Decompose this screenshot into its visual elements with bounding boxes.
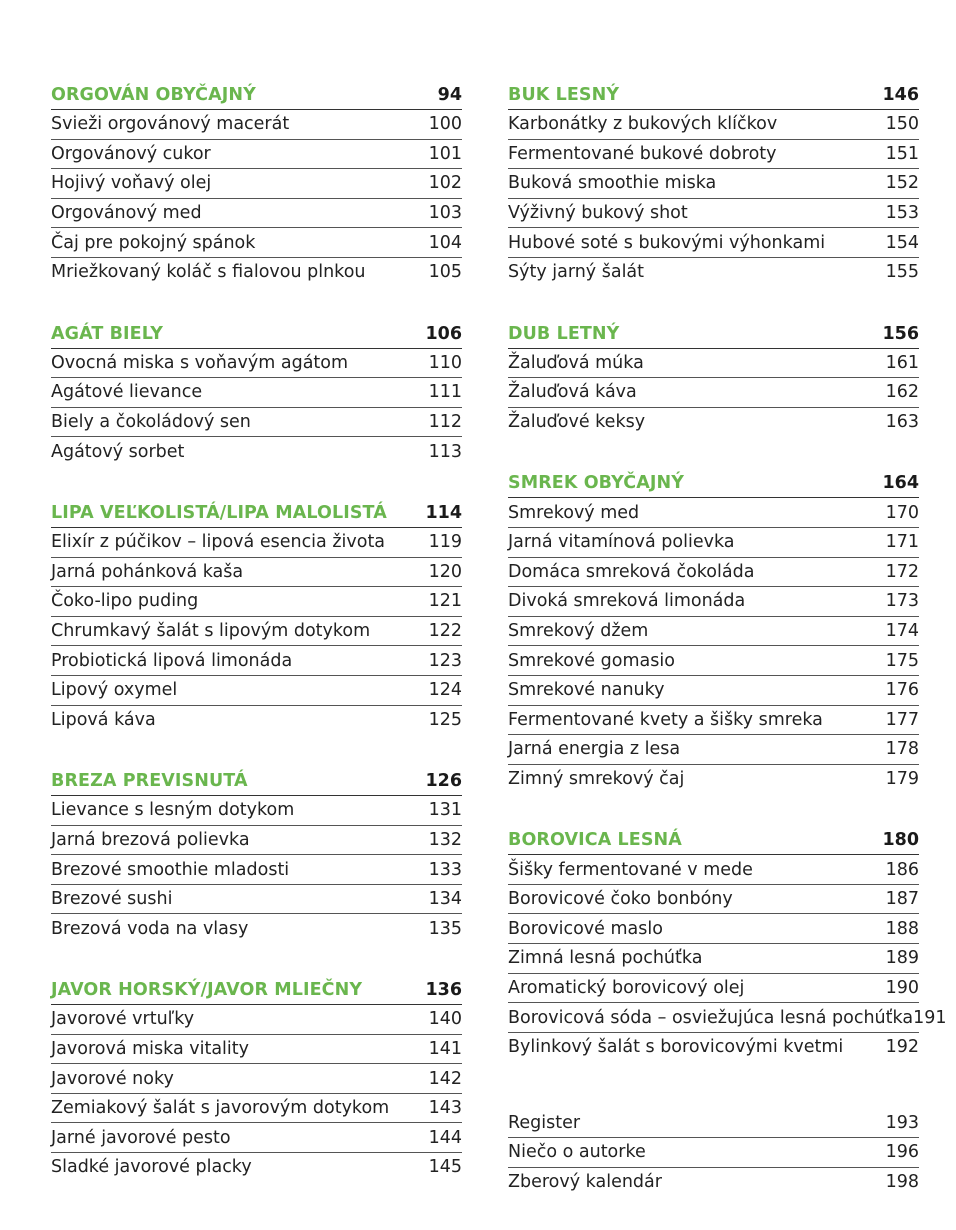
entry-page-number: 186 bbox=[885, 859, 919, 880]
toc-entry bbox=[508, 617, 919, 647]
entry-title: Zimná lesná pochúťka bbox=[508, 948, 703, 969]
toc-section bbox=[51, 81, 462, 287]
entry-title: Žaluďová múka bbox=[508, 352, 644, 373]
entry-title: Smrekový džem bbox=[508, 621, 649, 642]
toc-entry bbox=[508, 855, 919, 885]
toc-entry bbox=[51, 378, 462, 408]
entry-title: Karbonátky z bukových klíčkov bbox=[508, 114, 778, 135]
toc-right-column bbox=[508, 81, 947, 1196]
entry-page-number: 187 bbox=[885, 889, 919, 910]
entry-title: Orgovánový med bbox=[51, 203, 202, 224]
entry-title: Agátové lievance bbox=[51, 382, 203, 403]
toc-entry bbox=[51, 349, 462, 379]
section-page-number: 94 bbox=[437, 85, 462, 105]
toc-entry bbox=[51, 826, 462, 856]
entry-title: Jarná energia z lesa bbox=[508, 739, 681, 760]
entry-title: Fermentované kvety a šišky smreka bbox=[508, 709, 823, 730]
entry-page-number: 104 bbox=[428, 232, 462, 253]
entry-page-number: 121 bbox=[428, 591, 462, 612]
entry-title: Šišky fermentované v mede bbox=[508, 859, 753, 880]
toc-entry bbox=[51, 914, 462, 943]
entry-page-number: 151 bbox=[885, 143, 919, 164]
toc-entry bbox=[508, 944, 919, 974]
entry-title: Orgovánový cukor bbox=[51, 143, 211, 164]
entry-page-number: 175 bbox=[885, 650, 919, 671]
toc-section bbox=[51, 976, 462, 1182]
entry-page-number: 154 bbox=[885, 232, 919, 253]
entry-page-number: 140 bbox=[428, 1009, 462, 1030]
entry-title: Buková smoothie miska bbox=[508, 173, 717, 194]
entry-title: Brezové smoothie mladosti bbox=[51, 859, 290, 880]
entry-page-number: 193 bbox=[885, 1112, 919, 1133]
entry-page-number: 155 bbox=[885, 262, 919, 283]
toc-entry bbox=[508, 885, 919, 915]
entry-title: Žaluďová káva bbox=[508, 382, 637, 403]
toc-entry bbox=[508, 1033, 919, 1062]
entry-title: Agátový sorbet bbox=[51, 441, 185, 462]
toc-entry bbox=[508, 587, 919, 617]
toc-entry bbox=[508, 349, 919, 379]
toc-entry bbox=[51, 199, 462, 229]
entry-page-number: 134 bbox=[428, 889, 462, 910]
entry-title: Lipová káva bbox=[51, 709, 156, 730]
section-gap bbox=[51, 734, 462, 767]
entry-title: Borovicová sóda – osviežujúca lesná pochúťka bbox=[508, 1007, 914, 1028]
toc-section bbox=[51, 767, 462, 943]
toc-entry bbox=[51, 706, 462, 735]
toc-entry bbox=[51, 885, 462, 915]
entry-title: Lipový oxymel bbox=[51, 680, 178, 701]
entry-page-number: 125 bbox=[428, 709, 462, 730]
entry-page-number: 122 bbox=[428, 621, 462, 642]
entry-title: Zimný smrekový čaj bbox=[508, 768, 685, 789]
toc-entry bbox=[508, 1138, 919, 1168]
toc-entry bbox=[51, 258, 462, 287]
section-page-number: 180 bbox=[882, 830, 919, 851]
entry-title: Biely a čokoládový sen bbox=[51, 412, 251, 433]
entry-title: Sladké javorové placky bbox=[51, 1157, 252, 1178]
section-title: DUB LETNÝ bbox=[508, 323, 620, 344]
section-header bbox=[51, 320, 462, 349]
entry-title: Smrekové gomasio bbox=[508, 650, 675, 671]
entry-page-number: 188 bbox=[885, 918, 919, 939]
section-header bbox=[51, 767, 462, 796]
entry-title: Svieži orgovánový macerát bbox=[51, 114, 290, 135]
entry-title: Jarná pohánková kaša bbox=[51, 561, 244, 582]
toc-entry bbox=[508, 1168, 919, 1197]
toc-entry bbox=[51, 140, 462, 170]
section-page-number: 126 bbox=[425, 771, 462, 792]
entry-page-number: 172 bbox=[885, 561, 919, 582]
toc-entry bbox=[51, 558, 462, 588]
entry-title: Sýty jarný šalát bbox=[508, 262, 645, 283]
toc-entry bbox=[51, 1153, 462, 1182]
entry-page-number: 132 bbox=[428, 829, 462, 850]
toc-entry bbox=[51, 855, 462, 885]
entry-page-number: 123 bbox=[428, 650, 462, 671]
toc-entry bbox=[51, 676, 462, 706]
toc-entry bbox=[51, 796, 462, 826]
entry-title: Fermentované bukové dobroty bbox=[508, 143, 777, 164]
toc-entry bbox=[508, 528, 919, 558]
section-page-number: 114 bbox=[425, 502, 462, 523]
toc-entry bbox=[508, 706, 919, 736]
entry-title: Hubové soté s bukovými výhonkami bbox=[508, 232, 826, 253]
section-gap bbox=[51, 466, 462, 499]
entry-page-number: 112 bbox=[428, 412, 462, 433]
entry-title: Jarná brezová polievka bbox=[51, 829, 250, 850]
entry-page-number: 152 bbox=[885, 173, 919, 194]
section-gap bbox=[51, 287, 462, 320]
entry-page-number: 133 bbox=[428, 859, 462, 880]
toc-entry bbox=[51, 408, 462, 438]
entry-page-number: 124 bbox=[428, 680, 462, 701]
entry-title: Výživný bukový shot bbox=[508, 203, 688, 224]
entry-page-number: 113 bbox=[428, 441, 462, 462]
toc-section bbox=[51, 499, 462, 734]
section-header bbox=[508, 469, 919, 498]
entry-title: Žaluďové keksy bbox=[508, 412, 646, 433]
entry-page-number: 103 bbox=[428, 203, 462, 224]
toc-entry bbox=[508, 558, 919, 588]
entry-title: Čoko-lipo puding bbox=[51, 591, 199, 612]
toc-entry bbox=[508, 1108, 919, 1138]
toc-entry bbox=[51, 617, 462, 647]
toc-entry bbox=[51, 1094, 462, 1124]
entry-page-number: 145 bbox=[428, 1157, 462, 1178]
entry-title: Javorová miska vitality bbox=[51, 1038, 249, 1059]
entry-title: Register bbox=[508, 1112, 581, 1133]
entry-title: Chrumkavý šalát s lipovým dotykom bbox=[51, 621, 371, 642]
entry-title: Domáca smreková čokoláda bbox=[508, 561, 755, 582]
toc-entry bbox=[51, 1005, 462, 1035]
toc-entry bbox=[51, 1064, 462, 1094]
toc-entry bbox=[508, 735, 919, 765]
toc-entry bbox=[51, 528, 462, 558]
entry-page-number: 142 bbox=[428, 1068, 462, 1089]
toc-section bbox=[508, 1108, 919, 1196]
entry-page-number: 131 bbox=[428, 800, 462, 821]
toc-entry bbox=[51, 228, 462, 258]
entry-page-number: 120 bbox=[428, 561, 462, 582]
entry-title: Borovicové maslo bbox=[508, 918, 663, 939]
section-title: BREZA PREVISNUTÁ bbox=[51, 771, 248, 792]
toc-entry bbox=[51, 646, 462, 676]
toc-section bbox=[508, 469, 919, 793]
entry-title: Jarná vitamínová polievka bbox=[508, 532, 735, 553]
entry-page-number: 162 bbox=[885, 382, 919, 403]
entry-page-number: 191 bbox=[913, 1007, 947, 1028]
toc-entry bbox=[508, 199, 919, 229]
entry-page-number: 176 bbox=[885, 680, 919, 701]
toc-section bbox=[508, 826, 947, 1061]
entry-page-number: 189 bbox=[885, 948, 919, 969]
section-page-number: 156 bbox=[882, 323, 919, 344]
entry-title: Zemiakový šalát s javorovým dotykom bbox=[51, 1098, 390, 1119]
section-header bbox=[51, 976, 462, 1005]
entry-page-number: 174 bbox=[885, 621, 919, 642]
toc-section bbox=[51, 320, 462, 466]
toc-entry bbox=[508, 676, 919, 706]
entry-page-number: 143 bbox=[428, 1098, 462, 1119]
section-title: LIPA VEĽKOLISTÁ/LIPA MALOLISTÁ bbox=[51, 502, 387, 523]
entry-title: Javorové vrtuľky bbox=[51, 1009, 195, 1030]
section-gap bbox=[508, 436, 919, 469]
toc-entry bbox=[51, 169, 462, 199]
section-header bbox=[51, 499, 462, 528]
entry-page-number: 179 bbox=[885, 768, 919, 789]
toc-section bbox=[508, 320, 919, 437]
toc-entry bbox=[508, 110, 919, 140]
entry-title: Čaj pre pokojný spánok bbox=[51, 232, 256, 253]
entry-title: Aromatický borovicový olej bbox=[508, 977, 745, 998]
section-gap bbox=[51, 943, 462, 976]
entry-title: Borovicové čoko bonbóny bbox=[508, 889, 733, 910]
toc-entry bbox=[51, 110, 462, 140]
toc-entry bbox=[51, 1123, 462, 1153]
section-page-number: 136 bbox=[425, 980, 462, 1001]
section-title: BUK LESNÝ bbox=[508, 85, 620, 105]
section-page-number: 164 bbox=[882, 473, 919, 494]
entry-title: Jarné javorové pesto bbox=[51, 1127, 231, 1148]
entry-page-number: 171 bbox=[885, 532, 919, 553]
entry-page-number: 150 bbox=[885, 114, 919, 135]
toc-entry bbox=[51, 437, 462, 466]
entry-page-number: 111 bbox=[428, 382, 462, 403]
entry-page-number: 177 bbox=[885, 709, 919, 730]
toc-entry bbox=[508, 378, 919, 408]
entry-page-number: 135 bbox=[428, 918, 462, 939]
section-title: ORGOVÁN OBYČAJNÝ bbox=[51, 85, 256, 105]
entry-title: Mriežkovaný koláč s fialovou plnkou bbox=[51, 262, 366, 283]
entry-title: Smrekové nanuky bbox=[508, 680, 665, 701]
entry-title: Javorové noky bbox=[51, 1068, 174, 1089]
toc-entry bbox=[508, 408, 919, 437]
toc-entry bbox=[508, 228, 919, 258]
section-title: AGÁT BIELY bbox=[51, 323, 164, 344]
section-header bbox=[508, 81, 919, 110]
entry-title: Lievance s lesným dotykom bbox=[51, 800, 295, 821]
section-gap bbox=[508, 1061, 919, 1108]
entry-page-number: 100 bbox=[428, 114, 462, 135]
toc-entry bbox=[508, 974, 919, 1004]
entry-page-number: 190 bbox=[885, 977, 919, 998]
entry-page-number: 173 bbox=[885, 591, 919, 612]
entry-title: Probiotická lipová limonáda bbox=[51, 650, 293, 671]
toc-entry bbox=[508, 914, 919, 944]
entry-page-number: 105 bbox=[428, 262, 462, 283]
toc-entry bbox=[508, 140, 919, 170]
section-title: JAVOR HORSKÝ/JAVOR MLIEČNY bbox=[51, 980, 363, 1001]
section-gap bbox=[508, 793, 919, 826]
entry-title: Hojivý voňavý olej bbox=[51, 173, 212, 194]
entry-title: Elixír z púčikov – lipová esencia života bbox=[51, 532, 386, 553]
entry-page-number: 102 bbox=[428, 173, 462, 194]
entry-page-number: 192 bbox=[885, 1037, 919, 1058]
section-title: BOROVICA LESNÁ bbox=[508, 830, 682, 851]
entry-title: Ovocná miska s voňavým agátom bbox=[51, 352, 349, 373]
section-page-number: 146 bbox=[882, 85, 919, 105]
entry-page-number: 163 bbox=[885, 412, 919, 433]
toc-entry bbox=[51, 587, 462, 617]
entry-title: Bylinkový šalát s borovicovými kvetmi bbox=[508, 1037, 844, 1058]
entry-page-number: 141 bbox=[428, 1038, 462, 1059]
toc-entry bbox=[508, 169, 919, 199]
entry-title: Brezová voda na vlasy bbox=[51, 918, 249, 939]
toc-entry bbox=[508, 1003, 947, 1033]
entry-page-number: 110 bbox=[428, 352, 462, 373]
toc-entry bbox=[51, 1035, 462, 1065]
section-header bbox=[51, 81, 462, 110]
section-page-number: 106 bbox=[425, 323, 462, 344]
entry-page-number: 161 bbox=[885, 352, 919, 373]
entry-page-number: 198 bbox=[885, 1171, 919, 1192]
toc-section bbox=[508, 81, 919, 287]
entry-page-number: 101 bbox=[428, 143, 462, 164]
section-title: SMREK OBYČAJNÝ bbox=[508, 473, 685, 494]
section-gap bbox=[508, 287, 919, 320]
entry-page-number: 144 bbox=[428, 1127, 462, 1148]
section-header bbox=[508, 320, 919, 349]
entry-page-number: 170 bbox=[885, 502, 919, 523]
entry-title: Brezové sushi bbox=[51, 889, 173, 910]
entry-title: Niečo o autorke bbox=[508, 1142, 646, 1163]
section-header bbox=[508, 826, 919, 855]
entry-title: Zberový kalendár bbox=[508, 1171, 662, 1192]
toc-left-column bbox=[51, 81, 462, 1182]
entry-page-number: 153 bbox=[885, 203, 919, 224]
entry-page-number: 196 bbox=[885, 1142, 919, 1163]
entry-page-number: 119 bbox=[428, 532, 462, 553]
entry-title: Smrekový med bbox=[508, 502, 640, 523]
toc-entry bbox=[508, 765, 919, 794]
entry-title: Divoká smreková limonáda bbox=[508, 591, 746, 612]
toc-entry bbox=[508, 258, 919, 287]
entry-page-number: 178 bbox=[885, 739, 919, 760]
toc-entry bbox=[508, 498, 919, 528]
toc-entry bbox=[508, 646, 919, 676]
